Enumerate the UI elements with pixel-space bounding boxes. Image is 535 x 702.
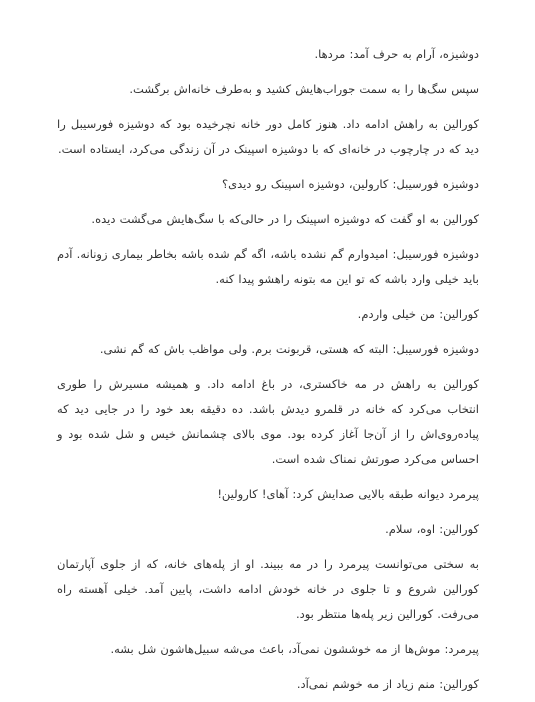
paragraph: پیرمرد: موش‌ها از مه خوششون نمی‌آد، باعث می‌شه سبیل‌هاشون شل بشه. [110, 642, 479, 656]
paragraph: کورالین به او گفت که دوشیزه اسپینک را در حالی‌که با سگ‌هایش می‌گشت دیده. [91, 212, 479, 226]
paragraph: کورالین به راهش در مه خاکستری، در باغ ادامه داد. و همیشه مسیرش را طوری انتخاب می‌کرد که خانه در قلمرو دیدش باشد. ده دقیقه بعد خود را در جایی دید که پیاده‌روی‌اش را از آن‌جا آغاز کرده بود. موی بالای چشمانش خیس و شل شده بود و احساس می‌کرد صورتش نمناک شده است. [57, 377, 479, 466]
paragraph: به سختی می‌توانست پیرمرد را در مه ببیند. او از پله‌های خانه، که از جلوی آپارتمان کورالین شروع و تا جلوی در خانه خودش ادامه داشت، پایین آمد. خیلی آهسته راه می‌رفت. کورالین زیر پله‌ها منتظر بود. [57, 557, 479, 621]
paragraph: کورالین: اوه، سلام. [385, 522, 479, 536]
paragraph: کورالین به راهش ادامه داد. هنوز کامل دور خانه نچرخیده بود که دوشیزه فورسیبل را دید که در چارچوب در خانه‌ای که با دوشیزه اسپینک در آن زندگی می‌کرد، ایستاده است. [57, 117, 479, 156]
paragraph: دوشیزه فورسیبل: کارولین، دوشیزه اسپینک رو دیدی؟ [221, 177, 479, 191]
paragraph: دوشیزه، آرام به حرف آمد: مردها. [314, 47, 479, 61]
paragraph: دوشیزه فورسیبل: البته که هستی، قربونت برم. ولی مواظب باش که گم نشی. [99, 342, 479, 356]
paragraph: کورالین: من خیلی واردم. [357, 307, 479, 321]
paragraph: دوشیزه فورسیبل: امیدوارم گم نشده باشه، اگه گم شده باشه بخاطر بیماری زونانه. آدم باید خیلی وارد باشه که تو این مه بتونه راهشو پیدا کنه. [57, 247, 479, 286]
paragraph: سپس سگ‌ها را به سمت جوراب‌هایش کشید و به‌طرف خانه‌اش برگشت. [129, 82, 479, 96]
paragraph: پیرمرد دیوانه طبقه بالایی صدایش کرد: آهای! کارولین! [217, 487, 479, 501]
paragraph: کورالین: منم زیاد از مه خوشم نمی‌آد. [296, 677, 479, 691]
